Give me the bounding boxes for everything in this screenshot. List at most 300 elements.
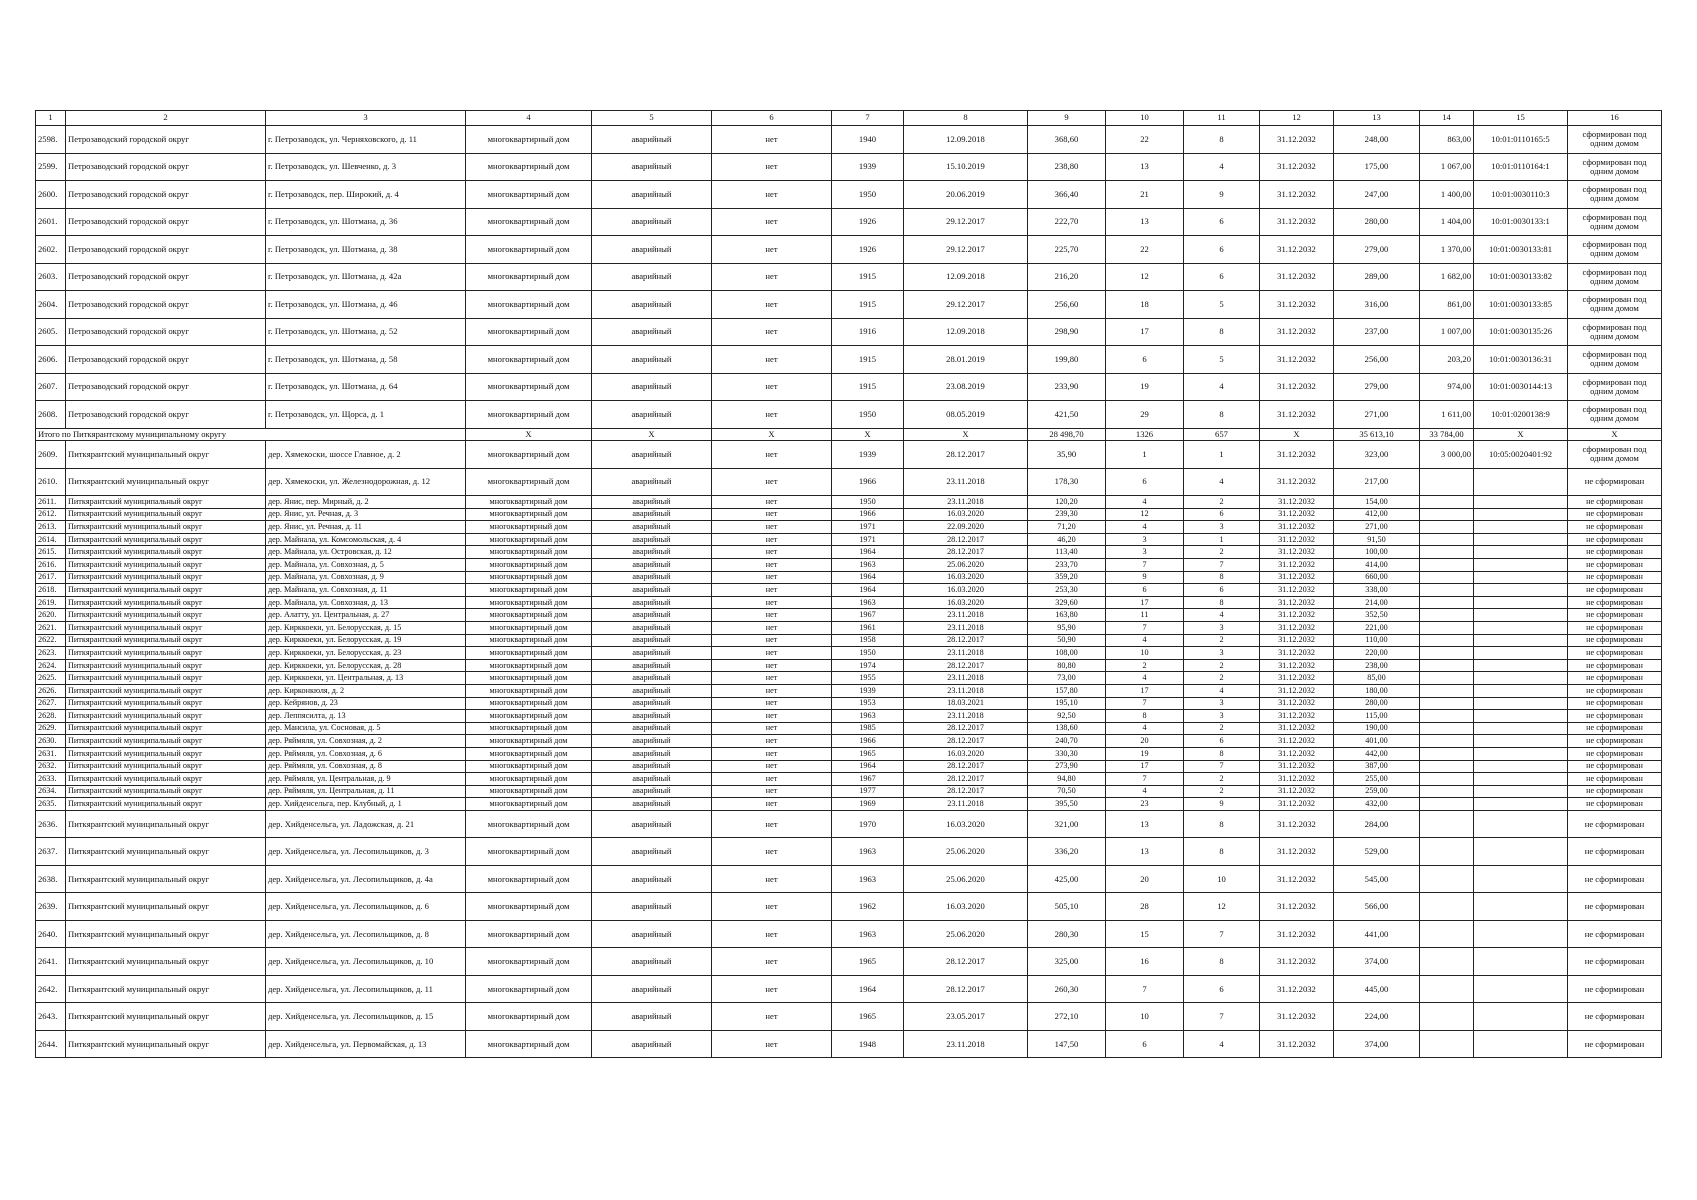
table-cell: 70,50	[1028, 785, 1106, 798]
table-cell: 1	[1184, 441, 1260, 469]
table-cell: 2611.	[36, 496, 66, 509]
table-cell: 1 404,00	[1420, 208, 1474, 236]
table-cell	[1420, 609, 1474, 622]
table-cell: 7	[1184, 1003, 1260, 1031]
table-cell	[1474, 508, 1568, 521]
table-cell: аварийный	[592, 647, 712, 660]
table-cell: 1967	[832, 773, 904, 786]
table-cell	[1420, 773, 1474, 786]
table-cell: 17	[1106, 596, 1184, 609]
table-cell: 1 370,00	[1420, 236, 1474, 264]
table-cell: 31.12.2032	[1260, 920, 1334, 948]
table-cell: дер. Хийденсельга, ул. Лесопильщиков, д. 15	[266, 1003, 466, 1031]
table-cell: сформирован под одним домом	[1568, 346, 1662, 374]
table-cell	[1474, 773, 1568, 786]
table-cell: Питкярантский муниципальный округ	[66, 559, 266, 572]
table-cell: нет	[712, 948, 832, 976]
table-cell: 12	[1184, 893, 1260, 921]
table-row	[36, 948, 1662, 976]
table-cell: Питкярантский муниципальный округ	[66, 710, 266, 723]
table-cell: 23.11.2018	[904, 496, 1028, 509]
table-cell	[1474, 1003, 1568, 1031]
table-cell: 4	[1184, 685, 1260, 698]
table-cell: 31.12.2032	[1260, 948, 1334, 976]
table-cell: аварийный	[592, 722, 712, 735]
table-cell: 8	[1184, 747, 1260, 760]
table-cell: 12	[1106, 263, 1184, 291]
table-cell: г. Петрозаводск, пер. Широкий, д. 4	[266, 181, 466, 209]
table-cell: 4	[1184, 1030, 1260, 1058]
table-cell: аварийный	[592, 559, 712, 572]
table-cell	[1474, 622, 1568, 635]
table-cell: 1916	[832, 318, 904, 346]
table-cell	[1420, 533, 1474, 546]
table-cell: дер. Хийденсельга, ул. Первомайская, д. 13	[266, 1030, 466, 1058]
table-cell: нет	[712, 760, 832, 773]
table-cell: не сформирован	[1568, 865, 1662, 893]
table-cell: 3	[1184, 647, 1260, 660]
table-cell: 2643.	[36, 1003, 66, 1031]
column-number-cell: 16	[1568, 111, 1662, 126]
table-cell: 220,00	[1334, 647, 1420, 660]
table-cell: 20.06.2019	[904, 181, 1028, 209]
table-cell: 13	[1106, 810, 1184, 838]
table-cell: 22	[1106, 126, 1184, 154]
table-cell: многоквартирный дом	[466, 346, 592, 374]
table-cell: 271,00	[1334, 521, 1420, 534]
table-cell: 272,10	[1028, 1003, 1106, 1031]
column-number-cell: 15	[1474, 111, 1568, 126]
table-cell: аварийный	[592, 401, 712, 429]
table-cell: не сформирован	[1568, 760, 1662, 773]
table-cell: аварийный	[592, 634, 712, 647]
table-cell: не сформирован	[1568, 685, 1662, 698]
table-cell: аварийный	[592, 468, 712, 496]
table-cell: 31.12.2032	[1260, 609, 1334, 622]
table-cell: 7	[1106, 975, 1184, 1003]
table-cell: 2629.	[36, 722, 66, 735]
table-cell: 4	[1184, 153, 1260, 181]
table-cell: 108,00	[1028, 647, 1106, 660]
table-cell	[1474, 747, 1568, 760]
table-cell: нет	[712, 441, 832, 469]
table-row	[36, 798, 1662, 811]
table-cell: 31.12.2032	[1260, 1003, 1334, 1031]
table-cell: 13	[1106, 208, 1184, 236]
table-cell: 1963	[832, 596, 904, 609]
table-row	[36, 208, 1662, 236]
table-cell: многоквартирный дом	[466, 672, 592, 685]
table-cell: не сформирован	[1568, 508, 1662, 521]
table-cell: нет	[712, 521, 832, 534]
table-cell: 31.12.2032	[1260, 798, 1334, 811]
column-number-cell: 9	[1028, 111, 1106, 126]
table-cell: Питкярантский муниципальный округ	[66, 508, 266, 521]
table-cell: нет	[712, 1030, 832, 1058]
table-cell: 2644.	[36, 1030, 66, 1058]
table-cell: нет	[712, 685, 832, 698]
table-cell: 28.12.2017	[904, 441, 1028, 469]
table-cell: Петрозаводский городской округ	[66, 236, 266, 264]
table-cell: Питкярантский муниципальный округ	[66, 609, 266, 622]
table-cell: 2631.	[36, 747, 66, 760]
table-cell: 414,00	[1334, 559, 1420, 572]
table-cell: Петрозаводский городской округ	[66, 126, 266, 154]
table-cell: 92,50	[1028, 710, 1106, 723]
table-cell: 368,60	[1028, 126, 1106, 154]
table-cell: 1939	[832, 685, 904, 698]
total-cell: X	[1260, 428, 1334, 441]
table-cell: дер. Ряймяля, ул. Центральная, д. 11	[266, 785, 466, 798]
column-number-row	[36, 111, 1662, 126]
table-cell: 29.12.2017	[904, 236, 1028, 264]
table-cell: 1	[1106, 441, 1184, 469]
table-cell: сформирован под одним домом	[1568, 208, 1662, 236]
table-cell: 31.12.2032	[1260, 236, 1334, 264]
total-cell: X	[832, 428, 904, 441]
table-cell: 323,00	[1334, 441, 1420, 469]
table-cell: дер. Хийденсельга, пер. Клубный, д. 1	[266, 798, 466, 811]
table-cell: многоквартирный дом	[466, 948, 592, 976]
table-cell: 19	[1106, 373, 1184, 401]
table-cell: 1962	[832, 893, 904, 921]
table-cell: сформирован под одним домом	[1568, 263, 1662, 291]
table-cell: 224,00	[1334, 1003, 1420, 1031]
table-cell: 1915	[832, 373, 904, 401]
table-cell: дер. Майнала, ул. Совхозная, д. 9	[266, 571, 466, 584]
table-cell	[1474, 710, 1568, 723]
total-label: Итого по Питкярантскому муниципальному округу	[36, 428, 466, 441]
table-cell: Питкярантский муниципальный округ	[66, 747, 266, 760]
table-cell: Питкярантский муниципальный округ	[66, 1003, 266, 1031]
table-cell: 10	[1106, 647, 1184, 660]
table-cell: 248,00	[1334, 126, 1420, 154]
table-cell: 29	[1106, 401, 1184, 429]
table-cell: 73,00	[1028, 672, 1106, 685]
table-cell: 1963	[832, 865, 904, 893]
table-cell: 31.12.2032	[1260, 760, 1334, 773]
table-cell: 31.12.2032	[1260, 710, 1334, 723]
table-cell: не сформирован	[1568, 647, 1662, 660]
table-row	[36, 920, 1662, 948]
table-cell	[1420, 521, 1474, 534]
table-cell: 7	[1184, 920, 1260, 948]
table-cell: дер. Янис, ул. Речная, д. 11	[266, 521, 466, 534]
table-cell	[1420, 948, 1474, 976]
table-cell: 3	[1184, 622, 1260, 635]
table-cell	[1420, 622, 1474, 635]
table-cell: 10:01:0030133:1	[1474, 208, 1568, 236]
table-cell: 120,20	[1028, 496, 1106, 509]
table-cell: 2636.	[36, 810, 66, 838]
table-cell: не сформирован	[1568, 659, 1662, 672]
table-cell: Питкярантский муниципальный округ	[66, 634, 266, 647]
table-cell	[1420, 468, 1474, 496]
table-cell: 2607.	[36, 373, 66, 401]
table-cell: 8	[1106, 710, 1184, 723]
total-cell: X	[1568, 428, 1662, 441]
table-cell: не сформирован	[1568, 571, 1662, 584]
table-cell: 2617.	[36, 571, 66, 584]
table-cell: 31.12.2032	[1260, 441, 1334, 469]
table-row	[36, 810, 1662, 838]
table-cell: 4	[1106, 634, 1184, 647]
table-cell	[1474, 647, 1568, 660]
table-cell: нет	[712, 546, 832, 559]
table-cell: 4	[1184, 609, 1260, 622]
table-cell: 1974	[832, 659, 904, 672]
table-cell: 31.12.2032	[1260, 181, 1334, 209]
table-cell: Питкярантский муниципальный округ	[66, 1030, 266, 1058]
table-cell: не сформирован	[1568, 533, 1662, 546]
table-cell: 25.06.2020	[904, 838, 1028, 866]
table-cell: 2605.	[36, 318, 66, 346]
table-cell: 31.12.2032	[1260, 346, 1334, 374]
table-cell: дер. Янис, ул. Речная, д. 3	[266, 508, 466, 521]
table-cell: 31.12.2032	[1260, 208, 1334, 236]
table-cell: 238,80	[1028, 153, 1106, 181]
table-cell: 505,10	[1028, 893, 1106, 921]
district-total-row	[36, 428, 1662, 441]
table-cell: нет	[712, 1003, 832, 1031]
table-cell: нет	[712, 785, 832, 798]
table-cell: 1971	[832, 533, 904, 546]
table-cell: 23.11.2018	[904, 609, 1028, 622]
table-cell	[1474, 760, 1568, 773]
table-cell: аварийный	[592, 710, 712, 723]
column-number-cell: 3	[266, 111, 466, 126]
column-number-cell: 10	[1106, 111, 1184, 126]
table-cell: 23.05.2017	[904, 1003, 1028, 1031]
table-cell: 15	[1106, 920, 1184, 948]
table-cell: 217,00	[1334, 468, 1420, 496]
table-cell: 13	[1106, 153, 1184, 181]
table-cell: дер. Кирккоеки, ул. Белорусская, д. 19	[266, 634, 466, 647]
total-cell: 28 498,70	[1028, 428, 1106, 441]
table-cell: 8	[1184, 401, 1260, 429]
table-cell: 2620.	[36, 609, 66, 622]
table-cell: 1939	[832, 153, 904, 181]
table-cell: многоквартирный дом	[466, 521, 592, 534]
table-cell: 338,00	[1334, 584, 1420, 597]
table-cell: 6	[1106, 584, 1184, 597]
table-cell: аварийный	[592, 263, 712, 291]
table-cell: дер. Ряймяля, ул. Совхозная, д. 6	[266, 747, 466, 760]
table-row	[36, 893, 1662, 921]
table-cell: 3	[1106, 533, 1184, 546]
table-cell: многоквартирный дом	[466, 647, 592, 660]
table-row	[36, 735, 1662, 748]
table-cell	[1420, 838, 1474, 866]
table-cell: не сформирован	[1568, 747, 1662, 760]
table-cell: 147,50	[1028, 1030, 1106, 1058]
table-cell: 7	[1184, 760, 1260, 773]
table-cell: 8	[1184, 948, 1260, 976]
table-cell: 329,60	[1028, 596, 1106, 609]
total-cell: X	[712, 428, 832, 441]
table-cell: 974,00	[1420, 373, 1474, 401]
table-cell	[1474, 685, 1568, 698]
table-cell: многоквартирный дом	[466, 126, 592, 154]
table-cell: 2598.	[36, 126, 66, 154]
table-cell: нет	[712, 559, 832, 572]
table-cell: 279,00	[1334, 236, 1420, 264]
table-cell: многоквартирный дом	[466, 893, 592, 921]
table-cell: 1 067,00	[1420, 153, 1474, 181]
table-cell: 316,00	[1334, 291, 1420, 319]
table-cell: Питкярантский муниципальный округ	[66, 685, 266, 698]
table-cell: 225,70	[1028, 236, 1106, 264]
table-cell: 23.11.2018	[904, 672, 1028, 685]
table-cell: 1964	[832, 975, 904, 1003]
table-cell: 1926	[832, 236, 904, 264]
table-cell: 31.12.2032	[1260, 263, 1334, 291]
table-cell: 289,00	[1334, 263, 1420, 291]
table-cell: Петрозаводский городской округ	[66, 263, 266, 291]
table-cell: 31.12.2032	[1260, 838, 1334, 866]
table-cell: 6	[1106, 346, 1184, 374]
table-cell: дер. Алатту, ул. Центральная, д. 27	[266, 609, 466, 622]
table-cell: 1 007,00	[1420, 318, 1474, 346]
table-cell: 239,30	[1028, 508, 1106, 521]
table-cell: не сформирован	[1568, 521, 1662, 534]
table-cell: многоквартирный дом	[466, 181, 592, 209]
table-cell: 298,90	[1028, 318, 1106, 346]
table-cell: 253,30	[1028, 584, 1106, 597]
table-cell: 31.12.2032	[1260, 685, 1334, 698]
table-cell: 1966	[832, 508, 904, 521]
table-cell: 35,90	[1028, 441, 1106, 469]
table-cell: 359,20	[1028, 571, 1106, 584]
column-number-cell: 12	[1260, 111, 1334, 126]
column-number-cell: 1	[36, 111, 66, 126]
table-cell: не сформирован	[1568, 596, 1662, 609]
table-cell: 352,50	[1334, 609, 1420, 622]
table-cell: многоквартирный дом	[466, 697, 592, 710]
table-cell: 280,00	[1334, 208, 1420, 236]
table-cell: 154,00	[1334, 496, 1420, 509]
column-number-cell: 2	[66, 111, 266, 126]
table-cell: 366,40	[1028, 181, 1106, 209]
table-cell	[1474, 496, 1568, 509]
table-cell: нет	[712, 508, 832, 521]
table-cell: 9	[1184, 181, 1260, 209]
table-cell: многоквартирный дом	[466, 838, 592, 866]
table-cell: 3	[1184, 521, 1260, 534]
table-row	[36, 710, 1662, 723]
table-cell: многоквартирный дом	[466, 291, 592, 319]
table-cell	[1420, 647, 1474, 660]
table-cell: не сформирован	[1568, 735, 1662, 748]
table-cell: аварийный	[592, 496, 712, 509]
table-cell: 180,00	[1334, 685, 1420, 698]
table-cell: не сформирован	[1568, 609, 1662, 622]
table-cell: 4	[1106, 496, 1184, 509]
column-number-cell: 11	[1184, 111, 1260, 126]
table-cell: г. Петрозаводск, ул. Шотмана, д. 52	[266, 318, 466, 346]
table-cell: 115,00	[1334, 710, 1420, 723]
table-cell: дер. Ряймяля, ул. Центральная, д. 9	[266, 773, 466, 786]
table-cell: дер. Хийденсельга, ул. Лесопильщиков, д. 3	[266, 838, 466, 866]
table-cell: 2624.	[36, 659, 66, 672]
table-cell: 31.12.2032	[1260, 508, 1334, 521]
table-cell: 1967	[832, 609, 904, 622]
table-cell: 31.12.2032	[1260, 291, 1334, 319]
table-cell: 240,70	[1028, 735, 1106, 748]
table-cell: аварийный	[592, 672, 712, 685]
table-cell: 7	[1106, 697, 1184, 710]
table-cell: 2609.	[36, 441, 66, 469]
table-row	[36, 559, 1662, 572]
table-cell	[1420, 735, 1474, 748]
table-cell: дер. Хийденсельга, ул. Лесопильщиков, д. 8	[266, 920, 466, 948]
table-cell: 6	[1184, 263, 1260, 291]
table-cell: 2623.	[36, 647, 66, 660]
table-cell: 2621.	[36, 622, 66, 635]
table-cell: 10:01:0030133:82	[1474, 263, 1568, 291]
table-cell: аварийный	[592, 441, 712, 469]
table-row	[36, 1030, 1662, 1058]
table-cell: 1963	[832, 838, 904, 866]
table-cell: 31.12.2032	[1260, 596, 1334, 609]
table-cell: 1969	[832, 798, 904, 811]
table-cell: 237,00	[1334, 318, 1420, 346]
table-cell: 6	[1184, 735, 1260, 748]
table-cell: не сформирован	[1568, 785, 1662, 798]
table-cell: не сформирован	[1568, 920, 1662, 948]
table-cell: 3	[1106, 546, 1184, 559]
table-cell: 2639.	[36, 893, 66, 921]
table-cell: 2	[1106, 659, 1184, 672]
table-cell: Питкярантский муниципальный округ	[66, 975, 266, 1003]
table-cell: 31.12.2032	[1260, 468, 1334, 496]
table-cell: 3	[1184, 697, 1260, 710]
table-cell: 31.12.2032	[1260, 747, 1334, 760]
table-cell: 17	[1106, 760, 1184, 773]
table-cell: аварийный	[592, 153, 712, 181]
table-cell: 2614.	[36, 533, 66, 546]
table-cell: 10	[1184, 865, 1260, 893]
table-cell: 442,00	[1334, 747, 1420, 760]
table-cell: 1 400,00	[1420, 181, 1474, 209]
table-cell: 10:01:0110164:1	[1474, 153, 1568, 181]
table-cell: 20	[1106, 735, 1184, 748]
table-cell	[1420, 496, 1474, 509]
table-row	[36, 672, 1662, 685]
table-row	[36, 496, 1662, 509]
table-cell	[1474, 735, 1568, 748]
table-cell: дер. Хямекоски, шоссе Главное, д. 2	[266, 441, 466, 469]
table-cell: многоквартирный дом	[466, 263, 592, 291]
table-cell: 20	[1106, 865, 1184, 893]
table-cell	[1474, 596, 1568, 609]
table-cell: 157,80	[1028, 685, 1106, 698]
table-cell: 2637.	[36, 838, 66, 866]
table-row	[36, 647, 1662, 660]
table-cell: 6	[1106, 468, 1184, 496]
table-cell: 2	[1184, 785, 1260, 798]
table-cell: нет	[712, 496, 832, 509]
table-cell: 8	[1184, 596, 1260, 609]
table-cell: 138,60	[1028, 722, 1106, 735]
table-cell: 2604.	[36, 291, 66, 319]
table-cell: 31.12.2032	[1260, 773, 1334, 786]
table-cell: 31.12.2032	[1260, 521, 1334, 534]
table-cell: 31.12.2032	[1260, 584, 1334, 597]
table-cell: г. Петрозаводск, ул. Черняховского, д. 11	[266, 126, 466, 154]
table-cell: 31.12.2032	[1260, 559, 1334, 572]
table-cell: 16.03.2020	[904, 747, 1028, 760]
